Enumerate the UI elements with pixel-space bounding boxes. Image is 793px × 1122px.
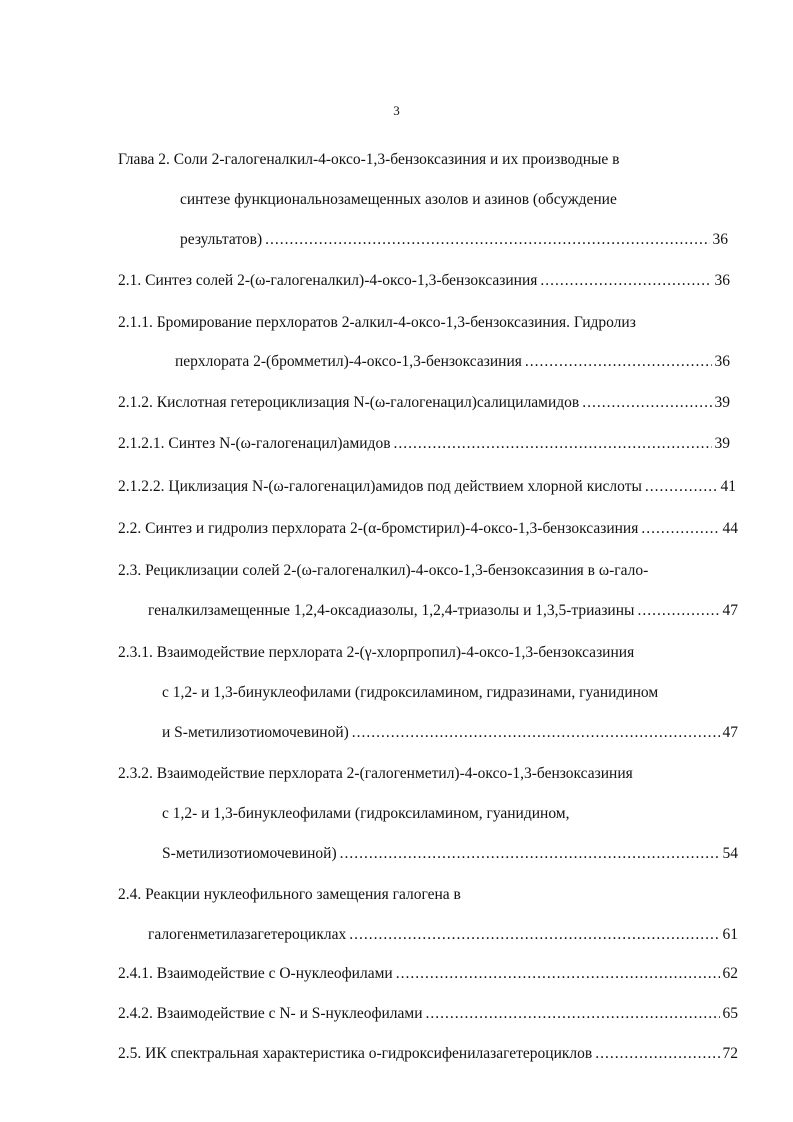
toc-entry-2-3[interactable] [148, 601, 738, 621]
toc-page-number: 39 [714, 435, 730, 452]
toc-entry-2-3-1-line1: 2.3.1. Взаимодействие перхлората 2-(γ-хлорпропил)-4-оксо-1,3-бензоксазиния [118, 644, 635, 661]
toc-entry-title: 2.1.2.1. Синтез N-(ω-галогенацил)амидов [118, 435, 391, 452]
toc-page-number: 41 [720, 478, 736, 495]
dot-leader [645, 477, 718, 497]
toc-page-number: 36 [714, 353, 730, 370]
toc-ch2-line3: результатов) [180, 231, 263, 248]
toc-page-number: 47 [722, 602, 738, 619]
toc-entry-2-3-2-line1: 2.3.2. Взаимодействие перхлората 2-(галогенметил)-4-оксо-1,3-бензоксазиния [118, 765, 633, 782]
dot-leader [595, 1044, 719, 1064]
toc-entry-title: S-метилизотиомочевиной) [162, 845, 337, 862]
dot-leader [637, 601, 719, 621]
toc-entry-title: 2.1.2.2. Циклизация N-(ω-галогенацил)амидов под действием хлорной кислоты [118, 478, 642, 495]
toc-entry-2-1[interactable] [118, 271, 730, 291]
toc-entry-2-3-line1: 2.3. Рециклизации солей 2-(ω-галогеналкил)-4-оксо-1,3-бензоксазиния в ω-гало- [118, 562, 649, 579]
dot-leader [352, 723, 720, 743]
toc-entry-2-1-1-line1: 2.1.1. Бромирование перхлоратов 2-алкил-4-оксо-1,3-бензоксазиния. Гидролиз [118, 314, 636, 331]
toc-entry-title: перхлората 2-(бромметил)-4-оксо-1,3-бензоксазиния [175, 353, 522, 370]
toc-entry-2-1-1[interactable] [175, 352, 730, 372]
toc-entry-2-3-1[interactable] [162, 723, 738, 743]
toc-ch2-line1: Глава 2. Соли 2-галогеналкил-4-оксо-1,3-бензоксазиния и их производные в [118, 151, 620, 168]
toc-entry-title: геналкилзамещенные 1,2,4-оксадиазолы, 1,2,4-триазолы и 1,3,5-триазины [148, 602, 635, 619]
toc-entry-2-4-2[interactable] [118, 1004, 738, 1024]
toc-entry-title: и S-метилизотиомочевиной) [162, 724, 349, 741]
dot-leader [349, 925, 719, 945]
toc-entry-2-5[interactable] [118, 1044, 738, 1064]
toc-entry-title: 2.5. ИК спектральная характеристика о-гидроксифенилазагетероциклов [118, 1045, 593, 1062]
page-number: 3 [393, 103, 400, 118]
dot-leader [396, 964, 720, 984]
toc-page-number: 61 [722, 926, 738, 943]
dot-leader [426, 1004, 720, 1024]
dot-leader [265, 230, 709, 250]
toc-page-number: 36 [714, 272, 730, 289]
toc-page-number: 54 [722, 845, 738, 862]
toc-entry-title: 2.1.2. Кислотная гетероциклизация N-(ω-галогенацил)салициламидов [118, 394, 580, 411]
toc-entry-2-1-2-2[interactable] [118, 477, 736, 497]
toc-entry-title: 2.4.1. Взаимодействие с О-нуклеофилами [118, 965, 393, 982]
dot-leader [641, 519, 719, 539]
toc-ch2-line2: синтезе функциональнозамещенных азолов и азинов (обсуждение [180, 191, 617, 208]
toc-page-number: 72 [722, 1045, 738, 1062]
toc-entry-2-4-line1: 2.4. Реакции нуклеофильного замещения галогена в [118, 886, 461, 903]
dot-leader [582, 393, 711, 413]
toc-page-number: 47 [722, 724, 738, 741]
toc-entry-title: 2.4.2. Взаимодействие с N- и S-нуклеофилами [118, 1005, 423, 1022]
toc-entry-2-3-2[interactable] [162, 844, 738, 864]
toc-entry-2-4[interactable] [148, 925, 738, 945]
toc-ch2-entry[interactable] [180, 230, 728, 250]
toc-page-number: 44 [722, 520, 738, 537]
toc-entry-2-1-2[interactable] [118, 393, 730, 413]
dot-leader [540, 271, 711, 291]
toc-entry-title: галогенметилазагетероциклах [148, 926, 347, 943]
toc-page-number: 62 [722, 965, 738, 982]
toc-page-number: 65 [722, 1005, 738, 1022]
toc-page-number: 39 [714, 394, 730, 411]
toc-entry-2-4-1[interactable] [118, 964, 738, 984]
dot-leader [525, 352, 712, 372]
toc-page-number: 36 [712, 231, 728, 248]
dot-leader [394, 434, 712, 454]
toc-entry-2-3-2-line2: с 1,2- и 1,3-бинуклеофилами (гидроксиламином, гуанидином, [162, 805, 570, 822]
toc-entry-2-3-1-line2: с 1,2- и 1,3-бинуклеофилами (гидроксиламином, гидразинами, гуанидином [162, 684, 659, 701]
toc-entry-title: 2.1. Синтез солей 2-(ω-галогеналкил)-4-оксо-1,3-бензоксазиния [118, 272, 538, 289]
toc-entry-2-2[interactable] [118, 519, 738, 539]
toc-entry-title: 2.2. Синтез и гидролиз перхлората 2-(α-бромстирил)-4-оксо-1,3-бензоксазиния [118, 520, 639, 537]
toc-entry-2-1-2-1[interactable] [118, 434, 730, 454]
dot-leader [340, 844, 720, 864]
